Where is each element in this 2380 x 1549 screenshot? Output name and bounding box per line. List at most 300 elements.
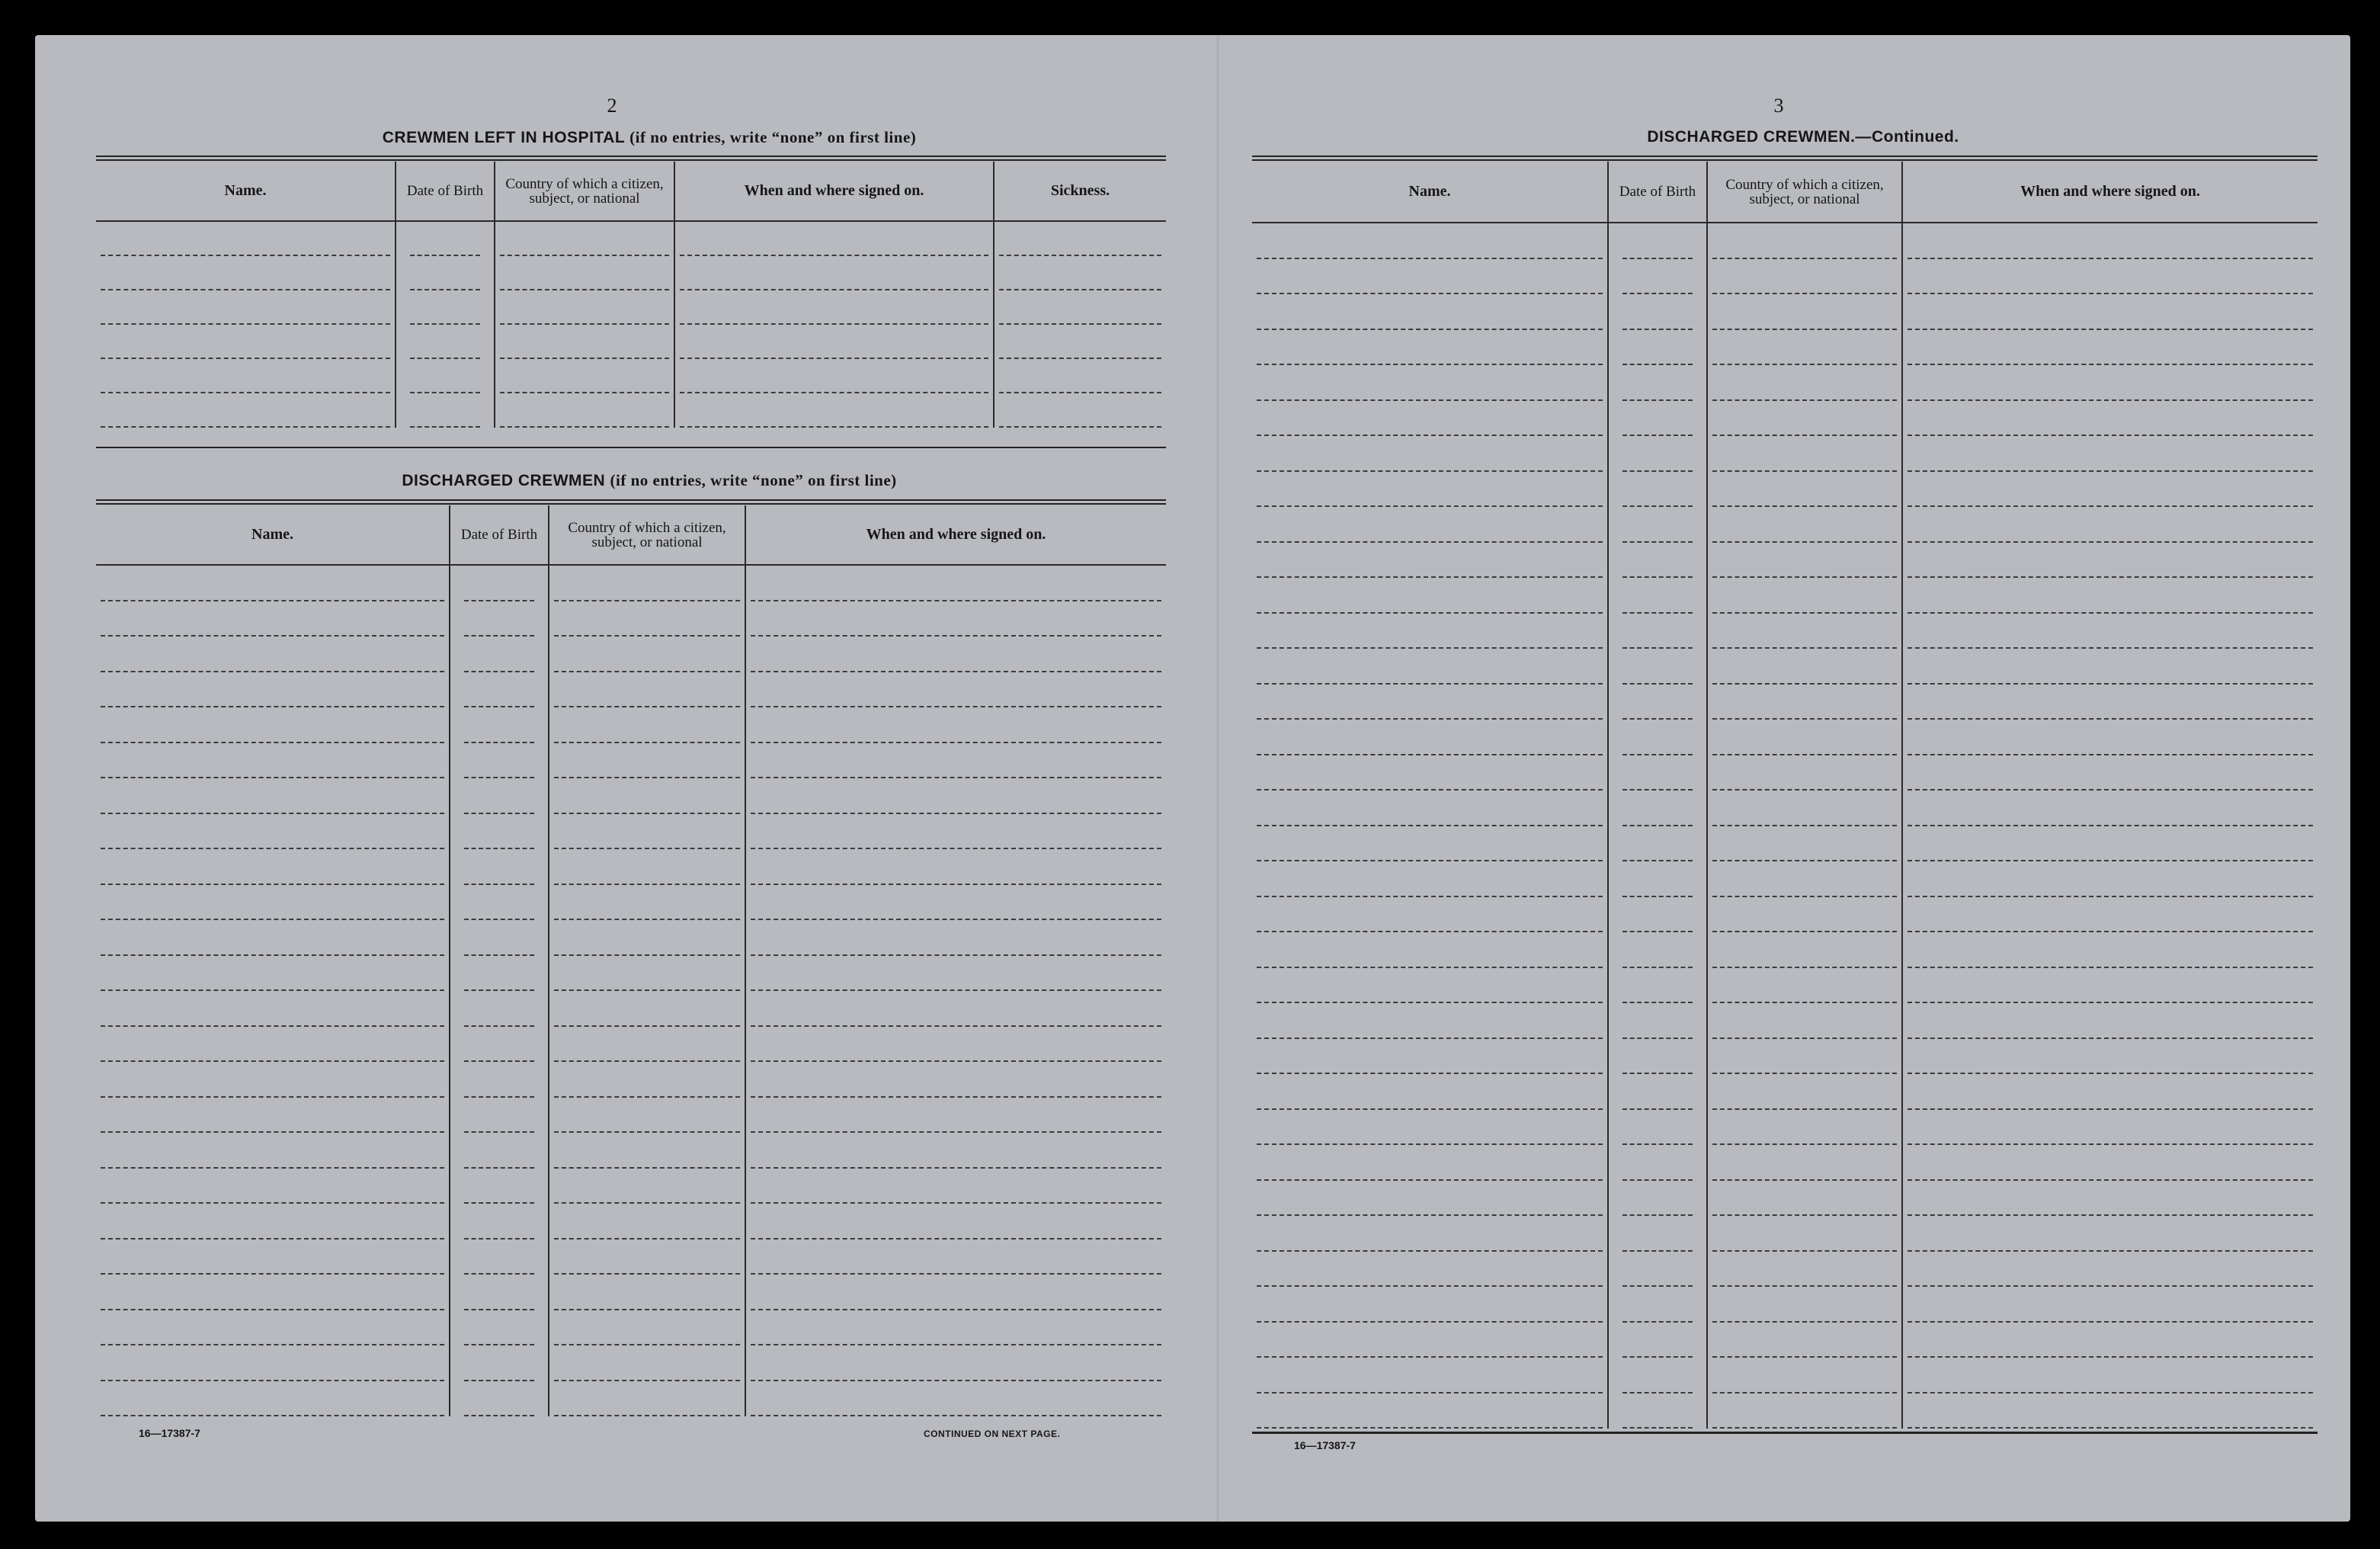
discharged-table-left [96,505,1166,1416]
table-row [96,1027,1166,1063]
entry-cell[interactable] [396,359,495,393]
entry-cell[interactable] [549,1310,745,1346]
col-name: Name. [96,162,396,221]
entry-cell[interactable] [1707,861,1902,897]
entry-cell[interactable] [1252,259,1608,295]
entry-cell[interactable] [450,920,549,956]
entry-cell[interactable] [1608,1216,1707,1252]
entry-cell[interactable] [396,393,495,428]
col-signed-on: When and where signed on. [745,505,1166,565]
entry-cell[interactable] [1707,1216,1902,1252]
discharged-section-title [131,471,1168,490]
entry-cell[interactable] [96,290,396,325]
entry-cell[interactable] [549,1240,745,1275]
entry-cell[interactable] [1608,968,1707,1004]
entry-cell[interactable] [1252,1110,1608,1146]
entry-cell[interactable] [1902,614,2318,649]
entry-cell[interactable] [1902,826,2318,862]
entry-cell[interactable] [96,256,396,290]
entry-cell[interactable] [1707,897,1902,933]
entry-cell[interactable] [745,991,1166,1027]
entry-cell[interactable] [96,1240,450,1275]
entry-cell[interactable] [549,991,745,1027]
entry-cell[interactable] [745,601,1166,637]
entry-cell[interactable] [745,1381,1166,1417]
entry-cell[interactable] [1707,294,1902,330]
entry-cell[interactable] [96,1204,450,1240]
entry-cell[interactable] [450,814,549,850]
entry-cell[interactable] [1902,507,2318,543]
entry-cell[interactable] [1902,472,2318,508]
entry-cell[interactable] [1902,330,2318,366]
entry-cell[interactable] [1252,1074,1608,1110]
entry-cell[interactable] [1608,401,1707,437]
entry-cell[interactable] [745,885,1166,921]
entry-cell[interactable] [549,1133,745,1169]
entry-cell[interactable] [1608,543,1707,579]
entry-cell[interactable] [396,325,495,359]
entry-cell[interactable] [1902,543,2318,579]
entry-cell[interactable] [450,707,549,743]
entry-cell[interactable] [745,956,1166,992]
entry-cell[interactable] [96,359,396,393]
entry-cell[interactable] [1252,1181,1608,1217]
entry-cell[interactable] [1252,1323,1608,1358]
entry-cell[interactable] [1252,1216,1608,1252]
entry-cell[interactable] [450,885,549,921]
entry-cell[interactable] [96,991,450,1027]
entry-cell[interactable] [549,814,745,850]
entry-cell[interactable] [96,1310,450,1346]
entry-cell[interactable] [450,1098,549,1134]
entry-cell[interactable] [450,1133,549,1169]
entry-cell[interactable] [1608,1358,1707,1393]
entry-cell[interactable] [1608,1145,1707,1181]
entry-cell[interactable] [1902,436,2318,472]
entry-cell[interactable] [96,672,450,708]
entry-cell[interactable] [1608,720,1707,755]
entry-cell[interactable] [1608,1323,1707,1358]
entry-cell[interactable] [1902,1216,2318,1252]
entry-cell[interactable] [1608,365,1707,401]
table-row [1252,897,2318,933]
entry-cell[interactable] [1902,1252,2318,1288]
entry-cell[interactable] [1252,1287,1608,1323]
entry-cell[interactable] [1707,1393,1902,1429]
entry-cell[interactable] [745,778,1166,814]
entry-cell[interactable] [96,637,450,672]
entry-cell[interactable] [1608,259,1707,295]
table-row [96,601,1166,637]
entry-cell[interactable] [994,290,1166,325]
entry-cell[interactable] [1252,1039,1608,1075]
entry-cell[interactable] [450,1027,549,1063]
entry-cell[interactable] [1608,507,1707,543]
entry-cell[interactable] [745,672,1166,708]
entry-cell[interactable] [1608,861,1707,897]
entry-cell[interactable] [745,1169,1166,1204]
entry-cell[interactable] [1707,1358,1902,1393]
entry-cell[interactable] [1902,401,2318,437]
entry-cell[interactable] [1707,1252,1902,1288]
entry-cell[interactable] [396,221,495,256]
entry-cell[interactable] [1252,755,1608,791]
hospital-top-rule [96,156,1166,161]
entry-cell[interactable] [1902,791,2318,826]
entry-cell[interactable] [549,1381,745,1417]
entry-cell[interactable] [1707,1074,1902,1110]
table-row [96,1381,1166,1417]
entry-cell[interactable] [674,290,994,325]
entry-cell[interactable] [1252,861,1608,897]
entry-cell[interactable] [1608,1110,1707,1146]
entry-cell[interactable] [1902,897,2318,933]
entry-cell[interactable] [1707,1181,1902,1217]
entry-cell[interactable] [1707,685,1902,720]
entry-cell[interactable] [1902,720,2318,755]
entry-cell[interactable] [1252,472,1608,508]
entry-cell[interactable] [1902,365,2318,401]
entry-cell[interactable] [1608,1181,1707,1217]
page-fold [1216,35,1219,1522]
entry-cell[interactable] [1707,1145,1902,1181]
entry-cell[interactable] [1608,1003,1707,1039]
entry-cell[interactable] [549,1027,745,1063]
entry-cell[interactable] [1707,791,1902,826]
entry-cell[interactable] [1902,578,2318,614]
entry-cell[interactable] [1608,472,1707,508]
entry-cell[interactable] [1902,755,2318,791]
entry-cell[interactable] [674,221,994,256]
entry-cell[interactable] [1252,791,1608,826]
entry-cell[interactable] [1608,897,1707,933]
entry-cell[interactable] [745,814,1166,850]
entry-cell[interactable] [745,1240,1166,1275]
table-row [96,1098,1166,1134]
entry-cell[interactable] [450,1345,549,1381]
entry-cell[interactable] [674,359,994,393]
entry-cell[interactable] [1252,401,1608,437]
entry-cell[interactable] [495,325,674,359]
entry-cell[interactable] [745,1062,1166,1098]
table-row [1252,755,2318,791]
entry-cell[interactable] [1608,294,1707,330]
entry-cell[interactable] [1902,1110,2318,1146]
entry-cell[interactable] [450,743,549,779]
entry-cell[interactable] [1707,1287,1902,1323]
col-country: Country of which a citizen, subject, or national [495,162,674,221]
table-row [1252,968,2318,1004]
entry-cell[interactable] [1707,649,1902,685]
entry-cell[interactable] [549,1345,745,1381]
table-row [96,920,1166,956]
entry-cell[interactable] [450,849,549,885]
entry-cell[interactable] [96,1275,450,1310]
entry-cell[interactable] [1707,1003,1902,1039]
entry-cell[interactable] [96,1027,450,1063]
entry-cell[interactable] [549,849,745,885]
entry-cell[interactable] [96,743,450,779]
entry-cell[interactable] [1902,223,2318,259]
entry-cell[interactable] [1707,720,1902,755]
entry-cell[interactable] [1608,1287,1707,1323]
entry-cell[interactable] [1252,614,1608,649]
entry-cell[interactable] [1902,861,2318,897]
entry-cell[interactable] [96,707,450,743]
entry-cell[interactable] [1902,1145,2318,1181]
entry-cell[interactable] [549,707,745,743]
entry-cell[interactable] [1902,1393,2318,1429]
entry-cell[interactable] [1902,1323,2318,1358]
entry-cell[interactable] [96,814,450,850]
continued-note: CONTINUED ON NEXT PAGE. [924,1429,1061,1439]
hospital-bottom-rule [96,447,1166,448]
entry-cell[interactable] [1902,1074,2318,1110]
entry-cell[interactable] [1707,1039,1902,1075]
entry-cell[interactable] [1252,294,1608,330]
entry-cell[interactable] [1608,1039,1707,1075]
entry-cell[interactable] [549,637,745,672]
entry-cell[interactable] [1252,365,1608,401]
entry-cell[interactable] [1608,330,1707,366]
entry-cell[interactable] [450,1240,549,1275]
hospital-title-note: (if no entries, write “none” on first line) [629,128,917,146]
entry-cell[interactable] [1608,1393,1707,1429]
entry-cell[interactable] [1707,1110,1902,1146]
table-row [1252,401,2318,437]
entry-cell[interactable] [745,1310,1166,1346]
table-row [96,1169,1166,1204]
entry-cell[interactable] [745,1204,1166,1240]
entry-cell[interactable] [1252,436,1608,472]
entry-cell[interactable] [1608,1074,1707,1110]
entry-cell[interactable] [549,778,745,814]
entry-cell[interactable] [994,221,1166,256]
entry-cell[interactable] [1707,259,1902,295]
entry-cell[interactable] [450,672,549,708]
entry-cell[interactable] [450,1204,549,1240]
entry-cell[interactable] [450,601,549,637]
col-date-of-birth: Date of Birth [450,505,549,565]
entry-cell[interactable] [1252,543,1608,579]
entry-cell[interactable] [96,1133,450,1169]
entry-cell[interactable] [994,393,1166,428]
entry-cell[interactable] [96,1062,450,1098]
entry-cell[interactable] [450,1310,549,1346]
entry-cell[interactable] [450,956,549,992]
entry-cell[interactable] [1252,578,1608,614]
entry-cell[interactable] [1902,1287,2318,1323]
entry-cell[interactable] [96,956,450,992]
entry-cell[interactable] [745,1098,1166,1134]
entry-cell[interactable] [96,221,396,256]
col-sickness: Sickness. [994,162,1166,221]
entry-cell[interactable] [1707,401,1902,437]
entry-cell[interactable] [1902,932,2318,968]
entry-cell[interactable] [495,290,674,325]
entry-cell[interactable] [674,256,994,290]
entry-cell[interactable] [1608,1252,1707,1288]
entry-cell[interactable] [396,290,495,325]
entry-cell[interactable] [450,1169,549,1204]
entry-cell[interactable] [1707,578,1902,614]
entry-cell[interactable] [1707,223,1902,259]
entry-cell[interactable] [1902,1003,2318,1039]
entry-cell[interactable] [96,601,450,637]
entry-cell[interactable] [674,325,994,359]
entry-cell[interactable] [450,637,549,672]
entry-cell[interactable] [549,743,745,779]
table-row [1252,259,2318,295]
entry-cell[interactable] [1902,685,2318,720]
table-row [1252,507,2318,543]
entry-cell[interactable] [1252,968,1608,1004]
entry-cell[interactable] [96,885,450,921]
entry-cell[interactable] [745,1345,1166,1381]
entry-cell[interactable] [1252,507,1608,543]
entry-cell[interactable] [1252,330,1608,366]
table-row [1252,826,2318,862]
col-date-of-birth: Date of Birth [396,162,495,221]
entry-cell[interactable] [994,359,1166,393]
entry-cell[interactable] [96,1345,450,1381]
entry-cell[interactable] [1252,826,1608,862]
entry-cell[interactable] [495,393,674,428]
entry-cell[interactable] [1707,472,1902,508]
table-row [96,325,1166,359]
entry-cell[interactable] [1707,330,1902,366]
entry-cell[interactable] [1902,1358,2318,1393]
entry-cell[interactable] [1902,259,2318,295]
table-row [1252,649,2318,685]
entry-cell[interactable] [1707,826,1902,862]
entry-cell[interactable] [1252,932,1608,968]
entry-cell[interactable] [1252,1252,1608,1288]
entry-cell[interactable] [549,1204,745,1240]
entry-cell[interactable] [1252,1003,1608,1039]
entry-cell[interactable] [745,743,1166,779]
table-row [96,1345,1166,1381]
entry-cell[interactable] [1608,755,1707,791]
entry-cell[interactable] [1707,755,1902,791]
entry-cell[interactable] [549,565,745,601]
entry-cell[interactable] [1252,223,1608,259]
entry-cell[interactable] [994,256,1166,290]
entry-cell[interactable] [96,325,396,359]
entry-cell[interactable] [1252,1358,1608,1393]
entry-cell[interactable] [96,565,450,601]
entry-cell[interactable] [745,707,1166,743]
discharged-top-rule [96,499,1166,505]
entry-cell[interactable] [495,221,674,256]
entry-cell[interactable] [745,637,1166,672]
entry-cell[interactable] [1252,897,1608,933]
entry-cell[interactable] [1608,685,1707,720]
entry-cell[interactable] [1707,968,1902,1004]
entry-cell[interactable] [96,1381,450,1417]
entry-cell[interactable] [1608,649,1707,685]
entry-cell[interactable] [495,359,674,393]
entry-cell[interactable] [1252,720,1608,755]
entry-cell[interactable] [1608,578,1707,614]
entry-cell[interactable] [96,849,450,885]
entry-cell[interactable] [1608,932,1707,968]
entry-cell[interactable] [745,1275,1166,1310]
entry-cell[interactable] [1902,294,2318,330]
entry-cell[interactable] [994,325,1166,359]
col-country: Country of which a citizen, subject, or national [1707,162,1902,223]
entry-cell[interactable] [1252,649,1608,685]
entry-cell[interactable] [1707,365,1902,401]
entry-cell[interactable] [1902,1181,2318,1217]
entry-cell[interactable] [549,672,745,708]
entry-cell[interactable] [1707,1323,1902,1358]
entry-cell[interactable] [1902,1039,2318,1075]
entry-cell[interactable] [96,393,396,428]
entry-cell[interactable] [1707,614,1902,649]
entry-cell[interactable] [1707,932,1902,968]
entry-cell[interactable] [1608,791,1707,826]
entry-cell[interactable] [1608,223,1707,259]
entry-cell[interactable] [1608,436,1707,472]
table-row [96,743,1166,779]
entry-cell[interactable] [450,778,549,814]
entry-cell[interactable] [96,1169,450,1204]
entry-cell[interactable] [549,1275,745,1310]
entry-cell[interactable] [1608,614,1707,649]
entry-cell[interactable] [1707,436,1902,472]
entry-cell[interactable] [549,1098,745,1134]
entry-cell[interactable] [1707,543,1902,579]
entry-cell[interactable] [450,1275,549,1310]
entry-cell[interactable] [450,565,549,601]
table-row [96,849,1166,885]
entry-cell[interactable] [450,991,549,1027]
entry-cell[interactable] [745,1027,1166,1063]
entry-cell[interactable] [1902,968,2318,1004]
table-row [1252,791,2318,826]
form-sheet [35,35,2350,1522]
entry-cell[interactable] [549,885,745,921]
entry-cell[interactable] [450,1381,549,1417]
entry-cell[interactable] [1707,507,1902,543]
entry-cell[interactable] [549,1062,745,1098]
entry-cell[interactable] [549,920,745,956]
entry-cell[interactable] [96,778,450,814]
entry-cell[interactable] [745,920,1166,956]
entry-cell[interactable] [96,1098,450,1134]
entry-cell[interactable] [745,849,1166,885]
entry-cell[interactable] [96,920,450,956]
entry-cell[interactable] [1608,826,1707,862]
table-row [1252,578,2318,614]
entry-cell[interactable] [1252,685,1608,720]
entry-cell[interactable] [495,256,674,290]
entry-cell[interactable] [549,601,745,637]
entry-cell[interactable] [549,956,745,992]
hospital-section-title [131,128,1168,147]
entry-cell[interactable] [396,256,495,290]
entry-cell[interactable] [1252,1393,1608,1429]
entry-cell[interactable] [1252,1145,1608,1181]
entry-cell[interactable] [450,1062,549,1098]
entry-cell[interactable] [745,1133,1166,1169]
entry-cell[interactable] [1902,649,2318,685]
entry-cell[interactable] [745,565,1166,601]
entry-cell[interactable] [549,1169,745,1204]
discharged-title-note: (if no entries, write “none” on first line) [610,471,897,489]
entry-cell[interactable] [674,393,994,428]
